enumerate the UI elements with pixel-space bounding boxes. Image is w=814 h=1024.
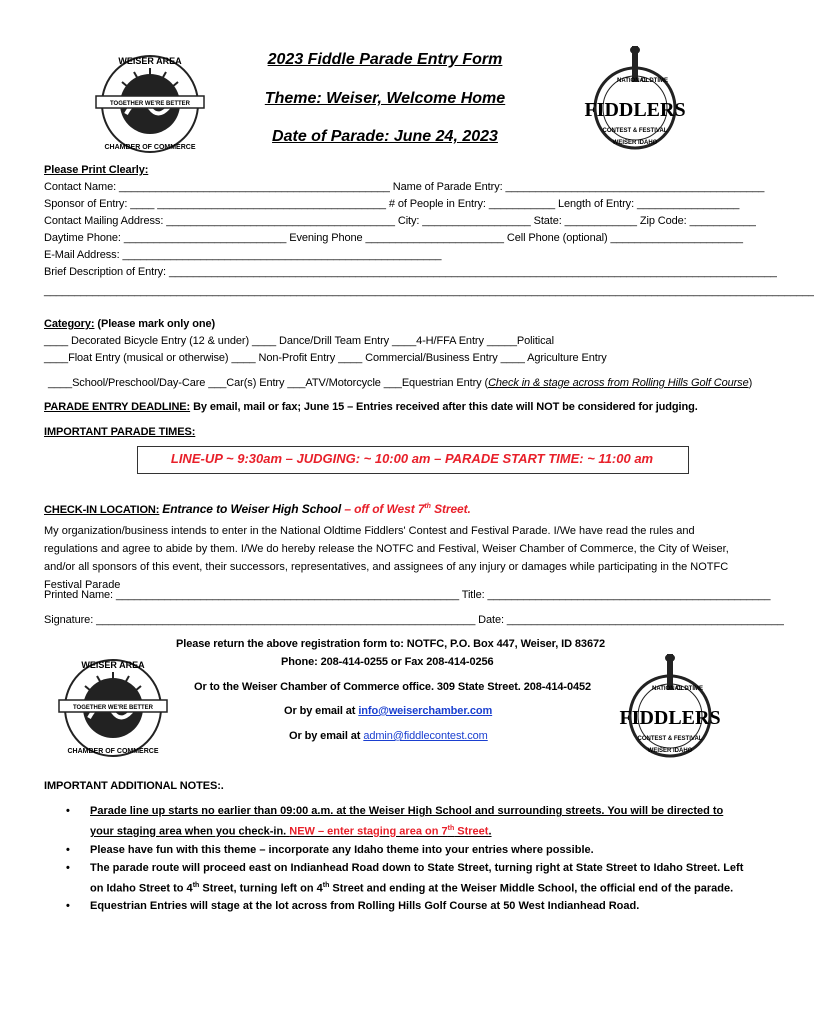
svg-text:OLDTIME: OLDTIME: [676, 686, 703, 692]
email-1-label: Or by email at: [284, 705, 359, 717]
return-line-1: Please return the above registration form to: NOTFC, P.O. Box 447, Weiser, ID 83672: [176, 638, 605, 650]
notes-list: [64, 803, 744, 916]
checkin-label: CHECK-IN LOCATION:: [44, 504, 160, 516]
address-line[interactable]: Contact Mailing Address: ______________________________________ City: __________________ State: ____________ Zip Code: ___________: [44, 215, 756, 227]
category-row-3[interactable]: [48, 377, 752, 389]
form-title: 2023 Fiddle Parade Entry Form: [267, 51, 503, 68]
email-link-fiddle[interactable]: admin@fiddlecontest.com: [363, 730, 488, 742]
agreement-paragraph: My organization/business intends to enter in the National Oldtime Fiddlers' Contest and Festival Parade. I/We have read the rules and regulations and agree to abide by them. I/We do hereby release the NOTFC and Festival, Weiser Chamber of Commerce, the City of Weiser, and/or all sponsors of this event, their successors, representatives, and assignees of any injury or damages while participating in the NOTFC Festival Parade: [44, 525, 729, 591]
description-line[interactable]: Brief Description of Entry: _____________________________________________________________________________________________________: [44, 266, 777, 278]
svg-text:FIDDLERS: FIDDLERS: [584, 99, 686, 121]
deadline-text: By email, mail or fax; June 15 – Entries received after this date will NOT be considered for judging.: [190, 401, 698, 413]
category-heading: [44, 318, 215, 330]
printed-name-line[interactable]: Printed Name: _________________________________________________________ Title: _______________________________________________: [44, 589, 771, 601]
note-item-1: • Parade line up starts no earlier than 09:00 a.m. at the Weiser High School and surrounding streets. You will be directed to your staging area when you check-in. NEW – enter staging area on 7th Street.: [66, 805, 724, 838]
svg-text:NATIONAL: NATIONAL: [652, 686, 683, 692]
bullet-icon: •: [66, 843, 70, 856]
category-label: Category:: [44, 318, 95, 330]
parade-date: Date of Parade: June 24, 2023: [272, 128, 498, 145]
sponsor-line[interactable]: Sponsor of Entry: ____ ______________________________________ # of People in Entry: ___________ Length of Entry: _________________: [44, 198, 740, 210]
svg-text:WEISER AREA: WEISER AREA: [81, 660, 145, 670]
svg-text:OLDTIME: OLDTIME: [641, 78, 668, 84]
email-link-chamber[interactable]: info@weiserchamber.com: [358, 705, 493, 717]
signature-line[interactable]: Signature: _______________________________________________________________ Date: ______________________________________________: [44, 614, 784, 626]
note-item-2: • Please have fun with this theme – incorporate any Idaho theme into your entries where possible.: [64, 842, 744, 859]
fiddlers-festival-logo-bottom: [620, 652, 720, 770]
svg-text:TOGETHER WE'RE BETTER: TOGETHER WE'RE BETTER: [110, 101, 190, 107]
category-instruction: (Please mark only one): [94, 318, 216, 330]
svg-text:CONTEST & FESTIVAL: CONTEST & FESTIVAL: [637, 736, 703, 742]
svg-text:CHAMBER OF COMMERCE: CHAMBER OF COMMERCE: [104, 144, 196, 151]
return-line-2: Phone: 208-414-0255 or Fax 208-414-0256: [281, 656, 494, 668]
print-clearly-label: Please Print Clearly:: [44, 164, 149, 176]
svg-text:TOGETHER WE'RE BETTER: TOGETHER WE'RE BETTER: [73, 705, 153, 711]
deadline-line: [44, 401, 698, 413]
chamber-of-commerce-logo-bottom: [57, 656, 169, 758]
svg-text:WEISER IDAHO: WEISER IDAHO: [647, 748, 693, 754]
svg-text:WEISER IDAHO: WEISER IDAHO: [612, 140, 658, 146]
notes-heading: IMPORTANT ADDITIONAL NOTES:.: [44, 780, 224, 792]
svg-text:NATIONAL: NATIONAL: [617, 78, 648, 84]
form-theme: Theme: Weiser, Welcome Home: [264, 90, 506, 107]
svg-text:CONTEST & FESTIVAL: CONTEST & FESTIVAL: [602, 128, 668, 134]
parade-times-label: IMPORTANT PARADE TIMES:: [44, 426, 196, 438]
note-item-3: • The parade route will proceed east on Indianhead Road down to State Street, turning right at State Street to Idaho Street. Left on Idaho Street to 4th Street, turning left on 4th Street and ending at the Weiser Middle School, the official end of the parade.: [66, 861, 744, 895]
description-line-2[interactable]: ________________________________________________________________________________________________________________________________: [44, 285, 814, 297]
parade-times-text: LINE-UP ~ 9:30am – JUDGING: ~ 10:00 am – PARADE START TIME: ~ 11:00 am: [170, 451, 654, 466]
email-2-label: Or by email at: [289, 730, 364, 742]
contact-name-line[interactable]: Contact Name: _____________________________________________ Name of Parade Entry: ___________________________________________: [44, 181, 765, 193]
phone-line[interactable]: Daytime Phone: ___________________________ Evening Phone _______________________ Cell Phone (optional) ______________________: [44, 232, 743, 244]
note-item-4: • Equestrian Entries will stage at the lot across from Rolling Hills Golf Course at 50 West Indianhead Road.: [64, 898, 744, 915]
bullet-icon: •: [66, 900, 70, 913]
checkin-street: – off of West 7th Street.: [341, 502, 471, 516]
equestrian-note: Check in & stage across from Rolling Hills Golf Course: [488, 377, 749, 389]
category-row-2[interactable]: ____Float Entry (musical or otherwise) ____ Non-Profit Entry ____ Commercial/Business Entry ____ Agriculture Entry: [44, 352, 607, 364]
bullet-icon: •: [66, 861, 70, 874]
category-row-1[interactable]: ____ Decorated Bicycle Entry (12 & under) ____ Dance/Drill Team Entry ____4-H/FFA Entry _____Political: [44, 335, 554, 347]
chamber-of-commerce-logo: [94, 52, 206, 154]
svg-text:CHAMBER OF COMMERCE: CHAMBER OF COMMERCE: [67, 748, 159, 755]
email-line-2: [289, 730, 488, 742]
svg-text:WEISER AREA: WEISER AREA: [118, 56, 182, 66]
bullet-icon: •: [66, 805, 70, 817]
checkin-location: Entrance to Weiser High School: [162, 502, 342, 516]
category-row-3-end: ): [748, 377, 753, 389]
email-line[interactable]: E-Mail Address: _____________________________________________________: [44, 249, 442, 261]
email-line-1: [284, 705, 492, 717]
fiddlers-festival-logo: [585, 44, 685, 162]
deadline-label: PARADE ENTRY DEADLINE:: [44, 401, 191, 413]
category-row-3-text: ____School/Preschool/Day-Care ___Car(s) Entry ___ATV/Motorcycle ___Equestrian Entry (: [48, 377, 489, 389]
svg-text:FIDDLERS: FIDDLERS: [619, 707, 721, 729]
return-line-3: Or to the Weiser Chamber of Commerce office. 309 State Street. 208-414-0452: [194, 681, 592, 693]
checkin-line: [44, 502, 471, 516]
